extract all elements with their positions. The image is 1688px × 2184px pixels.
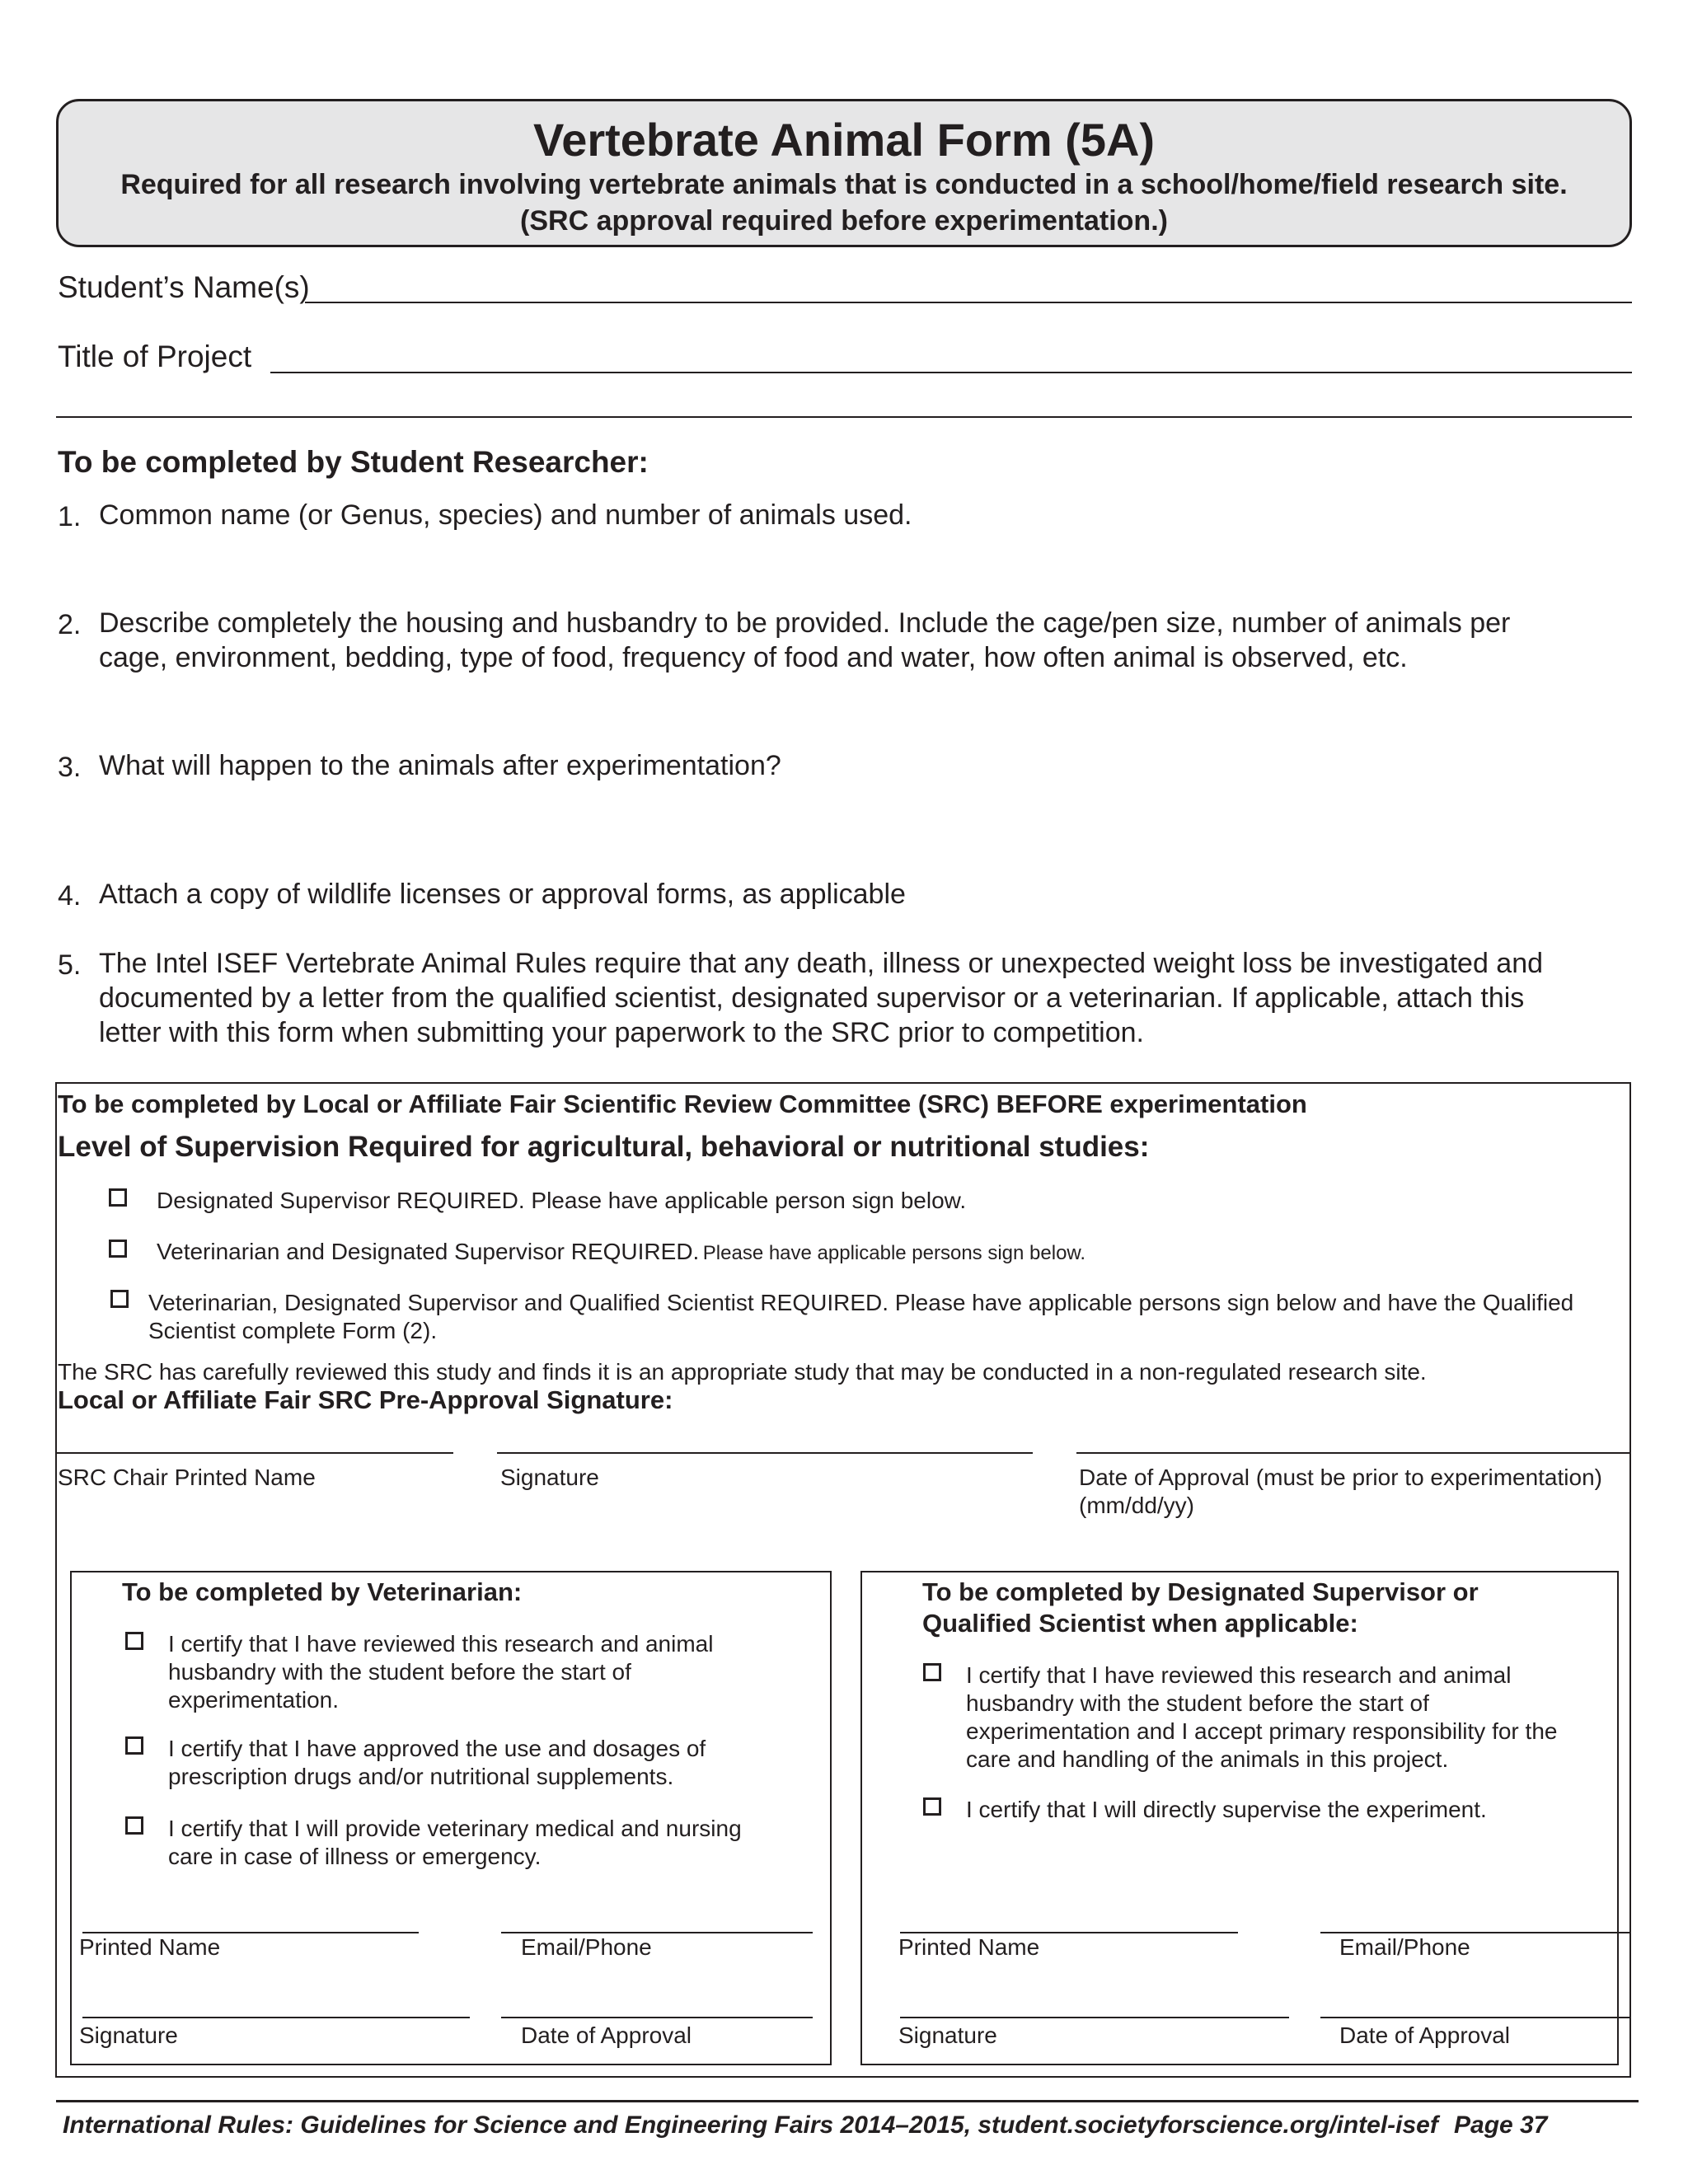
vet-cert-drugs-line1: I certify that I have approved the use and dosages of [168,1736,706,1761]
students-name-field[interactable] [305,302,1632,303]
designated-supervisor-checkbox[interactable] [109,1188,127,1207]
sup-cert-review-line1: I certify that I have reviewed this research and animal [966,1662,1512,1688]
title-of-project-field[interactable] [270,372,1632,373]
vet-cert-care-line1: I certify that I will provide veterinary medical and nursing [168,1816,742,1841]
src-section-heading: To be completed by Local or Affiliate Fair Scientific Review Committee (SRC) BEFORE experimentation [58,1090,1307,1118]
footer-divider [56,2100,1639,2102]
vet-date-label: Date of Approval [521,2022,692,2048]
option-vet-supervisor-scientist-line2: Scientist complete Form (2). [148,1318,438,1343]
question-5-text-line2: documented by a letter from the qualified scientist, designated supervisor or a veterinarian. If applicable, attach this [99,982,1525,1014]
sup-signature-field[interactable] [900,2017,1289,2018]
vet-cert-review-line2: husbandry with the student before the start of [168,1659,631,1685]
option-designated-supervisor: Designated Supervisor REQUIRED. Please have applicable person sign below. [157,1188,967,1213]
question-number: 2. [58,609,82,640]
sup-cert-review-line2: husbandry with the student before the start of [966,1690,1429,1716]
student-section-heading: To be completed by Student Researcher: [58,445,649,479]
src-date-field[interactable] [1076,1452,1630,1454]
veterinarian-heading: To be completed by Veterinarian: [122,1577,523,1606]
question-2-text-line2: cage, environment, bedding, type of food, frequency of food and water, how often animal is observed, etc. [99,642,1408,673]
sup-email-phone-label: Email/Phone [1339,1934,1470,1960]
sup-date-label: Date of Approval [1339,2022,1511,2048]
option-vet-supervisor-scientist-line1: Veterinarian, Designated Supervisor and Qualified Scientist REQUIRED. Please have applicable persons sign below and have the Qualified [148,1290,1574,1315]
signature-heading: Local or Affiliate Fair SRC Pre-Approval Signature: [58,1385,673,1414]
sup-cert-supervise-line1: I certify that I will directly supervise the experiment. [966,1797,1487,1822]
vet-cert-review-checkbox[interactable] [125,1632,143,1650]
question-4-text: Attach a copy of wildlife licenses or approval forms, as applicable [99,879,906,910]
vet-date-field[interactable] [501,2017,813,2018]
form-subtitle: Required for all research involving vertebrate animals that is conducted in a school/home/field research site. [120,169,1568,200]
vet-email-phone-label: Email/Phone [521,1934,652,1960]
vet-cert-review-line3: experimentation. [168,1687,340,1713]
vet-cert-review-line1: I certify that I have reviewed this research and animal [168,1631,714,1657]
vet-and-supervisor-checkbox[interactable] [109,1240,127,1258]
option-vet-and-supervisor [157,1238,1085,1266]
question-5-text-line3: letter with this form when submitting your paperwork to the SRC prior to competition. [99,1017,1144,1048]
src-date-format: (mm/dd/yy) [1079,1493,1194,1518]
question-number: 5. [58,949,82,981]
vet-cert-drugs-checkbox[interactable] [125,1736,143,1755]
sup-cert-supervise-checkbox[interactable] [923,1797,941,1816]
title-of-project-label: Title of Project [58,340,252,373]
supervisor-heading-line2: Qualified Scientist when applicable: [922,1609,1358,1638]
form-header [56,99,1632,247]
sup-cert-review-checkbox[interactable] [923,1663,941,1681]
sup-signature-label: Signature [898,2022,997,2048]
vet-signature-field[interactable] [82,2017,470,2018]
sup-date-field[interactable] [1320,2017,1630,2018]
sup-printed-name-label: Printed Name [898,1934,1040,1960]
vet-cert-drugs-line2: prescription drugs and/or nutritional supplements. [168,1764,674,1789]
form-subtitle-approval: (SRC approval required before experimentation.) [520,205,1168,237]
src-chair-label: SRC Chair Printed Name [58,1465,316,1490]
vet-cert-care-line2: care in case of illness or emergency. [168,1844,542,1869]
vet-supervisor-scientist-checkbox[interactable] [110,1290,129,1308]
vet-signature-label: Signature [79,2022,178,2048]
vet-printed-name-label: Printed Name [79,1934,221,1960]
src-chair-name-field[interactable] [56,1452,453,1454]
supervisor-heading-line1: To be completed by Designated Supervisor or [922,1577,1479,1606]
page-number: Page 37 [1454,2111,1548,2139]
question-3-text: What will happen to the animals after experimentation? [99,750,781,781]
title-of-project-field-line2[interactable] [56,416,1632,418]
vet-cert-care-checkbox[interactable] [125,1816,143,1835]
question-number: 1. [58,501,82,532]
src-signature-label: Signature [500,1465,599,1490]
sup-cert-review-line3: experimentation and I accept primary responsibility for the [966,1718,1558,1744]
supervision-heading: Level of Supervision Required for agricultural, behavioral or nutritional studies: [58,1131,1150,1163]
footer-text: International Rules: Guidelines for Science and Engineering Fairs 2014–2015, student.societyforscience.org/intel-isef [63,2111,1438,2139]
question-1-text: Common name (or Genus, species) and number of animals used. [99,499,912,531]
question-number: 3. [58,752,82,783]
src-date-label: Date of Approval (must be prior to experimentation) [1079,1465,1602,1490]
students-name-label: Student’s Name(s) [58,270,310,304]
form-title: Vertebrate Animal Form (5A) [532,114,1156,166]
sup-cert-review-line4: care and handling of the animals in this project. [966,1746,1449,1772]
option-vet-and-supervisor-text: Veterinarian and Designated Supervisor REQUIRED. [157,1239,700,1264]
question-number: 4. [58,880,82,912]
option-vet-and-supervisor-note: Please have applicable persons sign below. [702,1242,1086,1264]
src-statement: The SRC has carefully reviewed this study and finds it is an appropriate study that may be conducted in a non-regulated research site. [58,1359,1427,1385]
question-2-text-line1: Describe completely the housing and husbandry to be provided. Include the cage/pen size, number of animals per [99,607,1511,639]
src-signature-field[interactable] [497,1452,1033,1454]
question-5-text-line1: The Intel ISEF Vertebrate Animal Rules require that any death, illness or unexpected weight loss be investigated and [99,948,1544,979]
